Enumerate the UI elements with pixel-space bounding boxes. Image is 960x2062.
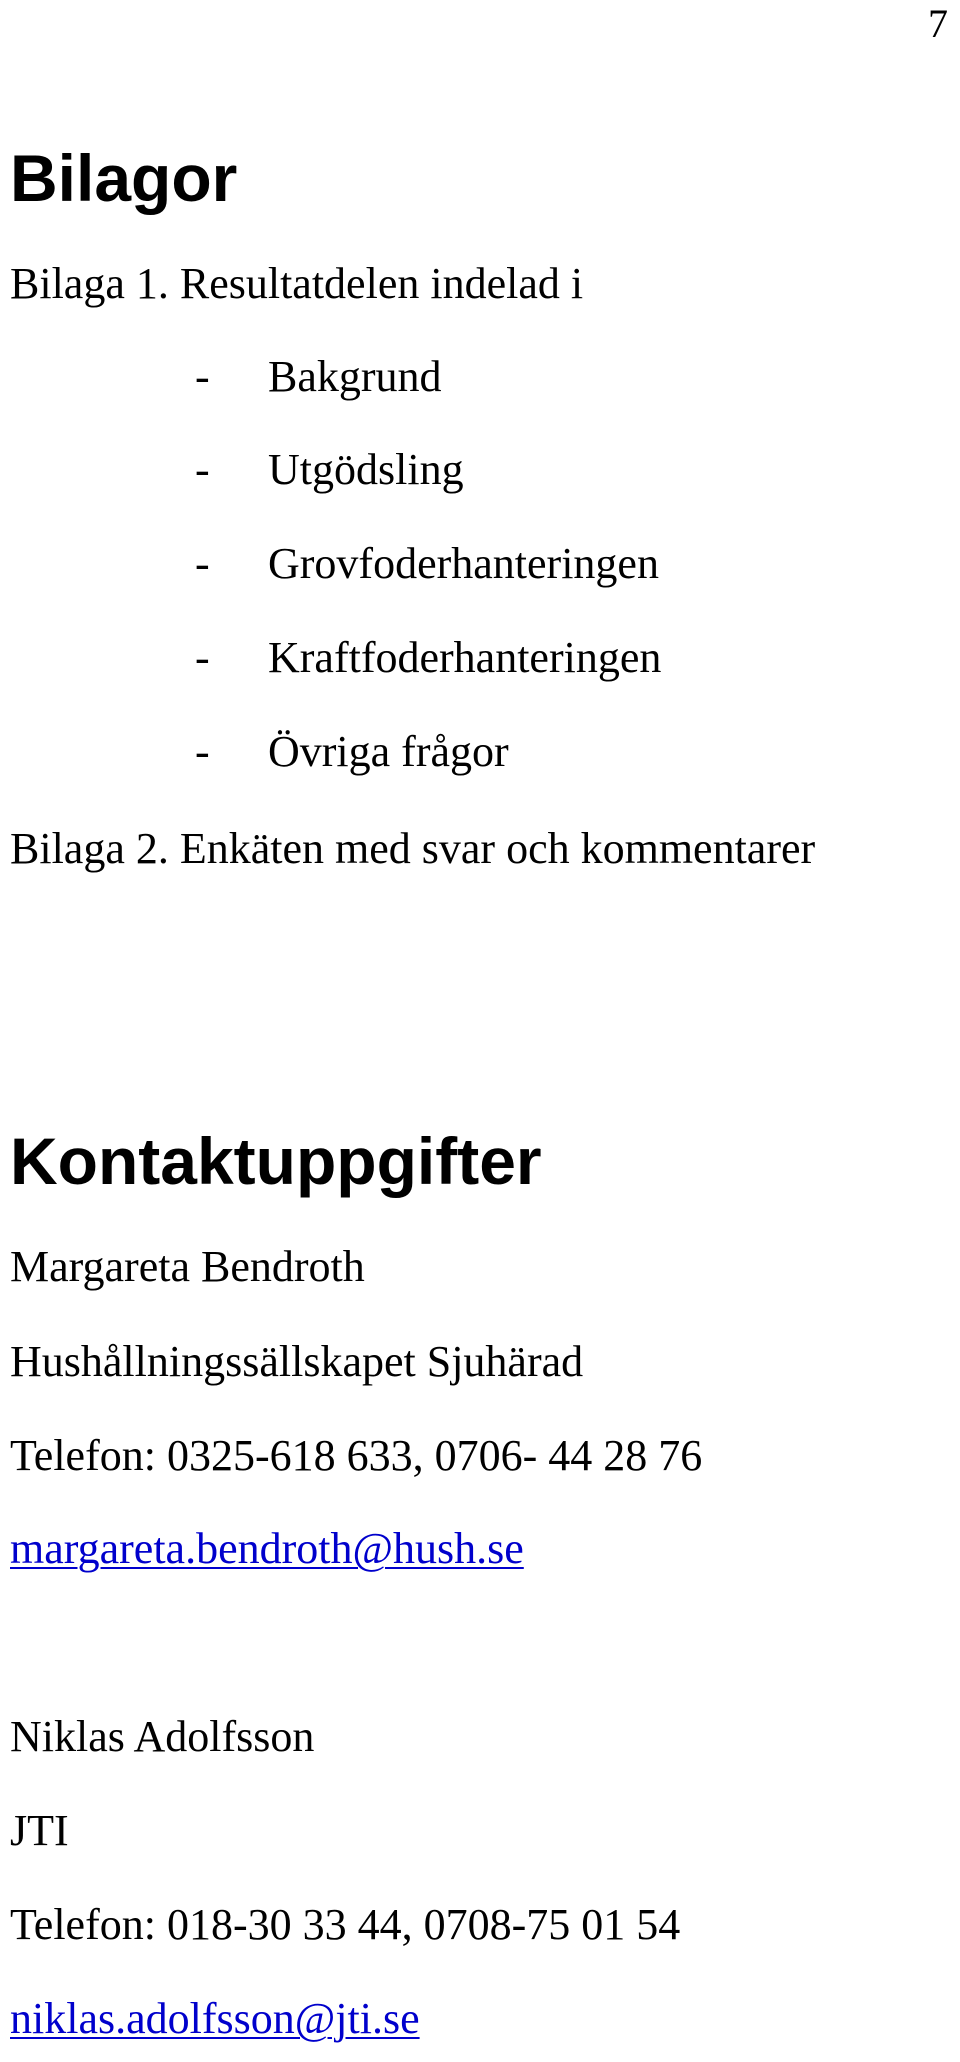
contact-phone: Telefon: 0325-618 633, 0706- 44 28 76 [10,1431,703,1480]
page-number: 7 [928,1,948,46]
contact-email-link[interactable]: niklas.adolfsson@jti.se [10,1994,420,2043]
appendices-heading: Bilagor [10,141,238,215]
list-marker: - [195,633,210,682]
list-marker: - [195,539,210,588]
list-item-label: Kraftfoderhanteringen [268,633,662,682]
list-marker: - [195,445,210,494]
list-item-label: Grovfoderhanteringen [268,539,659,588]
contacts-heading: Kontaktuppgifter [10,1124,542,1198]
contact-organization: JTI [10,1806,69,1855]
list-item-label: Utgödsling [268,445,464,494]
contact-organization: Hushållningssällskapet Sjuhärad [10,1337,584,1386]
contact-name: Margareta Bendroth [10,1242,365,1291]
contact-phone: Telefon: 018-30 33 44, 0708-75 01 54 [10,1900,681,1949]
list-marker: - [195,727,210,776]
contact-email-link[interactable]: margareta.bendroth@hush.se [10,1524,524,1573]
list-item-label: Bakgrund [268,352,442,401]
list-marker: - [195,352,210,401]
list-item-label: Övriga frågor [268,727,509,776]
appendix-2-text: Bilaga 2. Enkäten med svar och kommentarer [10,824,816,873]
appendix-1-text: Bilaga 1. Resultatdelen indelad i [10,259,584,308]
contact-name: Niklas Adolfsson [10,1712,315,1761]
